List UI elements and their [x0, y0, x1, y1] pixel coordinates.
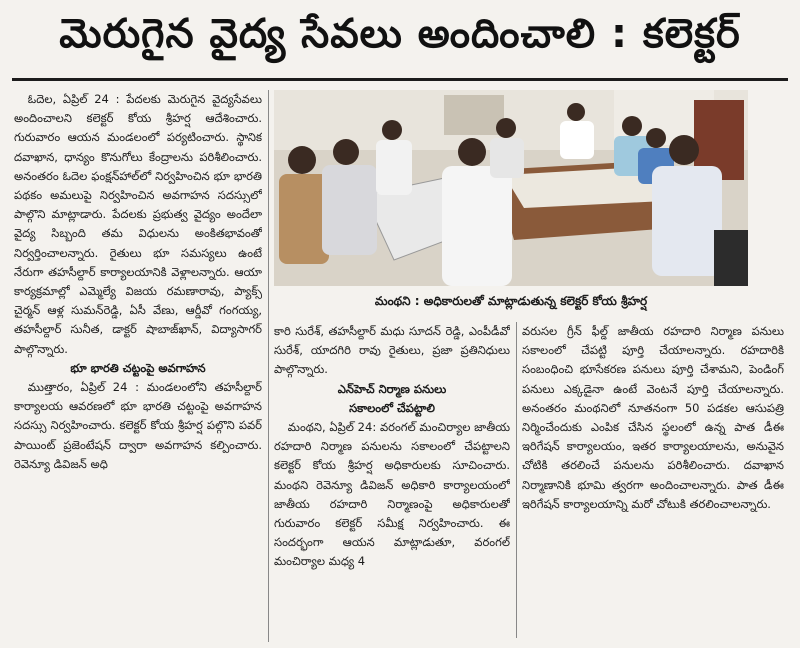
paragraph: మంథని, ఏప్రిల్ 24: వరంగల్ మంచిర్యాల జాతీయ రహదారి నిర్మాణ పనులను సకాలంలో చేపట్టాలని కలెక్టర్ కోయ శ్రీహర్ష అధికారులకు సూచించారు. మంథని రెవెన్యూ డివిజన్ అధికారి కార్యాలయంలో జాతీయ రహదారి నిర్మాణంపై అధికారులతో గురువారం కలెక్టర్ సమీక్ష నిర్వహించారు. ఈ సందర్భంగా ఆయన మాట్లాడుతూ, వరంగల్ మంచిర్యాల మధ్య 4: [274, 420, 510, 569]
headline-rule: [12, 78, 788, 81]
subheading: ఎన్‌హెచ్ నిర్మాణ పనులు: [337, 381, 447, 396]
photo-caption: మంథని : అధికారులతో మాట్లాడుతున్న కలెక్టర్ కోయ శ్రీహర్ష: [374, 294, 648, 308]
headline: మెరుగైన వైద్య సేవలు అందించాలి : కలెక్టర్: [59, 11, 741, 57]
paragraph: ముత్తారం, ఏప్రిల్ 24 : మండలంలోని తహసీల్దార్ కార్యాలయ ఆవరణలో భూ భారతి చట్టంపై అవగాహన సదస్సు నిర్వహించారు. కలెక్టర్ కోయ శ్రీహర్ష పల్గొని పవర్ పాయింట్ ప్రజెంటేషన్ ద్వారా అవగాహన కల్పించారు. రెవెన్యూ డివిజన్ అధి: [14, 380, 262, 471]
article-column-2: [274, 322, 510, 638]
subheading: సకాలంలో చేపట్టాలి: [349, 400, 435, 415]
paragraph: కారి సురేశ్, తహసీల్దార్ మధు సూదన్ రెడ్డి, ఎంపీడీవో సురేశ్, యాదగిరి రావు రైతులు, ప్రజా ప్రతినిధులు పాల్గొన్నారు.: [274, 324, 510, 377]
news-photo: [274, 90, 748, 286]
meeting-photo-illustration: [274, 90, 748, 286]
column-divider: [516, 322, 517, 638]
paragraph: ఓదెల, ఏప్రిల్ 24 : పేదలకు మెరుగైన వైద్యసేవలు అందించాలని కలెక్టర్ కోయ శ్రీహర్ష ఆదేశించారు. గురువారం ఆయన మండలంలో పర్యటించారు. స్థానిక దవాఖాన, ధాన్యం కొనుగోలు కేంద్రాలను పరిశీలించారు. అనంతరం ఓదెల ఫంక్షన్‌హాల్‌లో నిర్వహించిన భూ భారతి పథకం అమలుపై నిర్వహించిన అవగాహన సదస్సులో పాల్గొని మాట్లాడారు. పేదలకు ప్రభుత్వ వైద్యం అందేలా వైద్య సిబ్బంది తమ విధులను అంకితభావంతో నిర్వర్తించాలన్నారు. రైతులు భూ సమస్యలు ఉంటే నేరుగా తహసీల్దార్ కార్యాలయానికి వెళ్లాలన్నారు. ఆయా కార్యక్రమాల్లో ఎమ్మెల్యే విజయ రమణారావు, ప్యాక్స్ చైర్మన్ ఆళ్ల సుమన్‌రెడ్డి, ఏసీ వేణు, ఆర్డీవో గంగయ్య, తహసీల్దార్ సునీత, డాక్టర్ షాబాజ్‌ఖాన్, విద్యాసాగర్ పాల్గొన్నారు.: [14, 92, 262, 356]
paragraph: వరుసల గ్రీన్ ఫీల్డ్ జాతీయ రహదారి నిర్మాణ పనులు సకాలంలో చేపట్టి పూర్తి చేయాలన్నారు. రహదారికి సంబంధించి భూసేకరణ పనులు పూర్తి చేశామని, పెండింగ్ పనులు ఎక్కడైనా ఉంటే వెంటనే పూర్తి చేయాలన్నారు. అనంతరం మంథనిలో నూతనంగా 50 పడకల ఆసుపత్రి నిర్మించేందుకు ఎంపిక చేసిన స్థలంలో ఉన్న పాత డీఈ ఇరిగేషన్ కార్యాలయం, ఇతర కార్యాలయాలను, అనువైన చోటికి తరలించే పనులను పరిశీలించారు. దవాఖాన నిర్మాణానికి భూమి త్వరగా అందించాలన్నారు. పాత డీఈ ఇరిగేషన్ కార్యాలయాన్ని మరో చోటుకి తరలించాలన్నారు.: [522, 324, 784, 511]
column-divider: [268, 90, 269, 642]
article-column-3: [522, 322, 784, 638]
subheading: భూ భారతి చట్టంపై అవగాహన: [70, 360, 206, 375]
article-column-1: [14, 90, 262, 642]
